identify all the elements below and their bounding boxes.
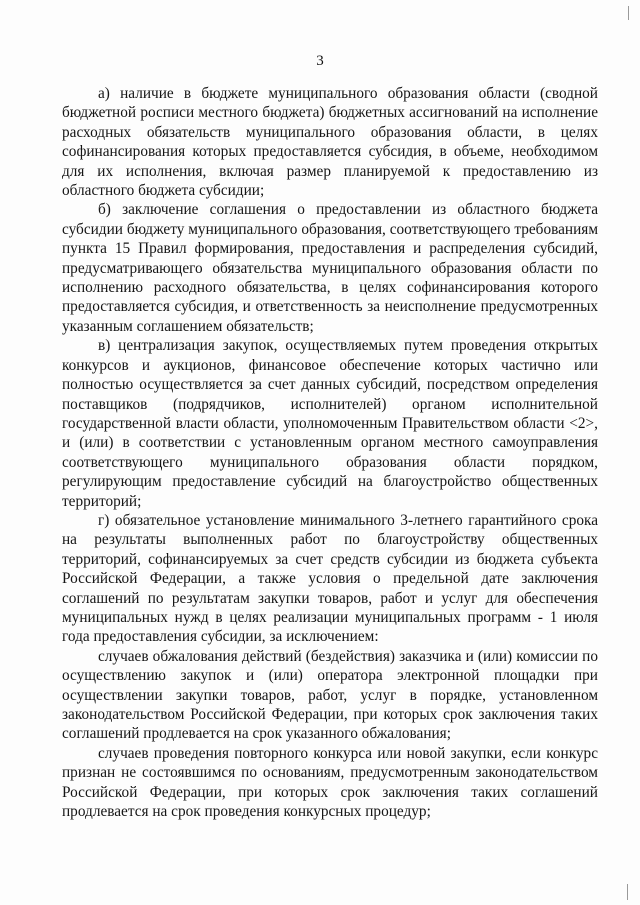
scan-artifact-bottom [627,884,628,900]
paragraph-exception-repeat-tender: случаев проведения повторного конкурса или новой закупки, если конкурс признан не состоявшимся по основаниям, предусмотренным законодательством Российской Федерации, при которых срок заключения таких соглашений продлевается на срок проведения конкурсных процедур; [62,744,598,821]
scan-artifact-top [628,6,629,20]
page-number: 3 [316,53,324,69]
page-body [62,84,598,821]
paragraph-exception-appeal: случаев обжалования действий (бездействия) заказчика и (или) комиссии по осуществлению закупок и (или) оператора электронной площадки при осуществлении закупки товаров, работ, услуг в порядке, установленном законодательством Российской Федерации, при которых срок заключения таких соглашений продлевается на срок указанного обжалования; [62,647,598,743]
paragraph-b: б) заключение соглашения о предоставлении из областного бюджета субсидии бюджету муниципального образования, соответствующего требованиям пункта 15 Правил формирования, предоставления и распределения субсидий, предусматривающего обязательства муниципального образования области по исполнению расходного обязательства, в целях софинансирования которого предоставляется субсидия, и ответственность за неисполнение предусмотренных указанным соглашением обязательств; [62,201,598,335]
paragraph-a: а) наличие в бюджете муниципального образования области (сводной бюджетной росписи местного бюджета) бюджетных ассигнований на исполнение расходных обязательств муниципального образования области, в целях софинансирования которых предоставляется субсидия, в объеме, необходимом для их исполнения, включая размер планируемой к предоставлению из областного бюджета субсидии; [62,85,598,200]
paragraph-g: г) обязательное установление минимального 3-летнего гарантийного срока на результаты выполненных работ по благоустройству общественных территорий, софинансируемых за счет средств субсидии из бюджета субъекта Российской Федерации, а также условия о предельной дате заключения соглашений по результатам закупки товаров, работ и услуг для обеспечения муниципальных нужд в целях реализации муниципальных программ - 1 июля года предоставления субсидии, за исключением: [62,511,598,646]
paragraph-v: в) централизация закупок, осуществляемых путем проведения открытых конкурсов и аукционов, финансовое обеспечение которых частично или полностью осуществляется за счет данных субсидий, посредством определения поставщиков (подрядчиков, исполнителей) органом исполнительной государственной власти области, уполномоченным Правительством области <2>, и (или) в соответствии с установленным органом местного самоуправления соответствующего муниципального образования области порядком, регулирующим предоставление субсидий на благоустройство общественных территорий; [62,337,598,510]
